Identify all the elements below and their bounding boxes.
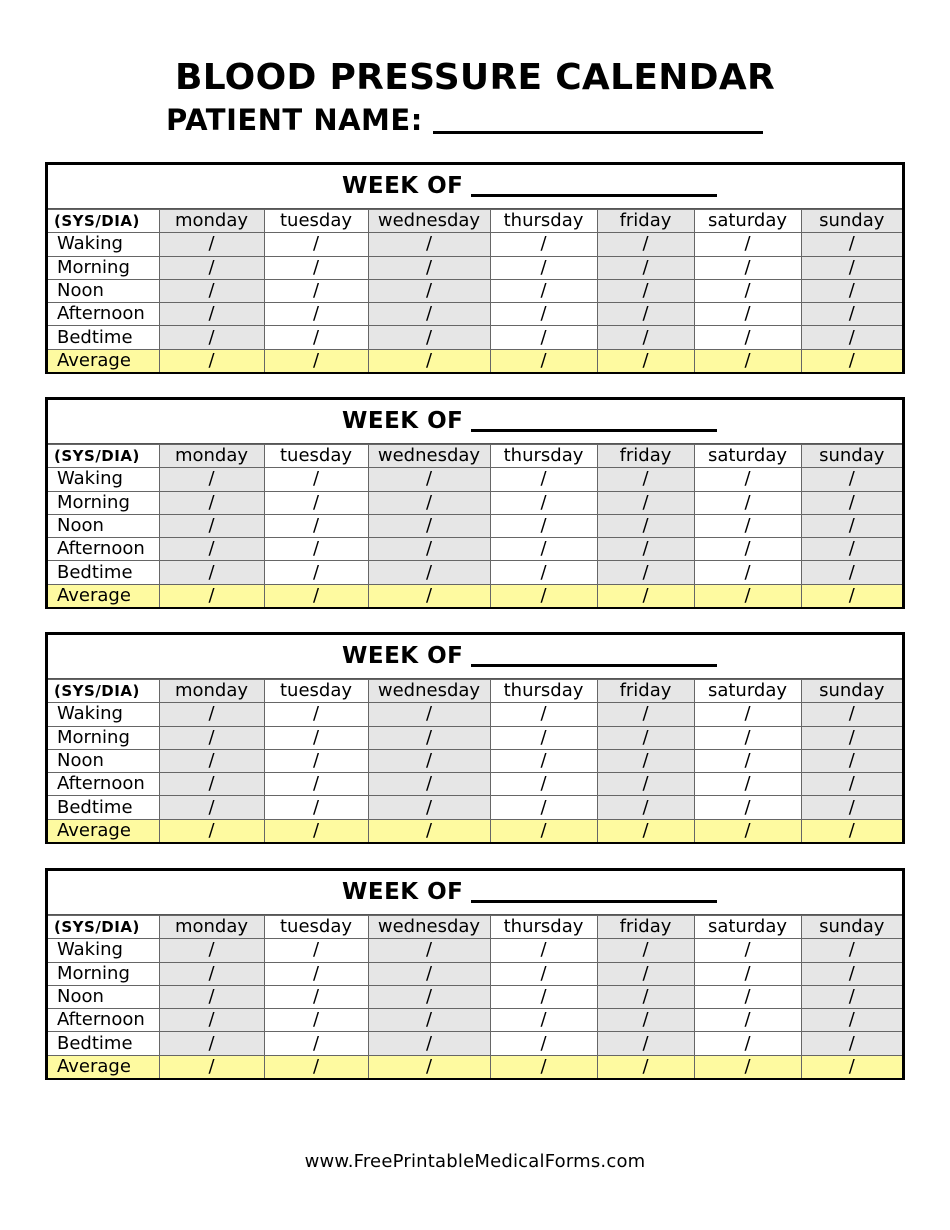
reading-cell-average-sunday[interactable]: / [801,349,902,372]
patient-name-field[interactable] [433,101,763,134]
week-of-field[interactable] [471,172,717,197]
reading-cell-morning-saturday[interactable]: / [694,491,801,514]
week-header [48,165,902,209]
day-header-thursday: thursday [490,680,597,703]
reading-cell-afternoon-saturday[interactable]: / [694,773,801,796]
reading-cell-average-saturday[interactable]: / [694,584,801,607]
row-label-bedtime: Bedtime [48,796,159,819]
sys-dia-header: (SYS/DIA) [48,210,159,233]
reading-row-afternoon [48,538,902,561]
reading-cell-afternoon-sunday[interactable]: / [801,303,902,326]
reading-cell-bedtime-thursday[interactable]: / [490,326,597,349]
reading-row-morning [48,491,902,514]
reading-cell-average-wednesday[interactable]: / [368,584,490,607]
reading-cell-morning-sunday[interactable]: / [801,962,902,985]
reading-cell-average-friday[interactable]: / [597,1055,694,1078]
day-header-row [48,680,902,703]
reading-cell-average-thursday[interactable]: / [490,349,597,372]
row-label-morning: Morning [48,491,159,514]
reading-row-afternoon [48,773,902,796]
sys-dia-header: (SYS/DIA) [48,916,159,939]
reading-cell-noon-saturday[interactable]: / [694,514,801,537]
day-header-saturday: saturday [694,916,801,939]
reading-cell-afternoon-sunday[interactable]: / [801,1009,902,1032]
day-header-thursday: thursday [490,210,597,233]
reading-cell-bedtime-saturday[interactable]: / [694,326,801,349]
reading-cell-afternoon-monday[interactable]: / [159,773,264,796]
row-label-noon: Noon [48,749,159,772]
reading-cell-noon-tuesday[interactable]: / [264,749,368,772]
reading-cell-average-monday[interactable]: / [159,584,264,607]
row-label-afternoon: Afternoon [48,538,159,561]
reading-cell-waking-tuesday[interactable]: / [264,468,368,491]
reading-cell-average-tuesday[interactable]: / [264,1055,368,1078]
row-label-morning: Morning [48,726,159,749]
reading-cell-waking-saturday[interactable]: / [694,703,801,726]
day-header-sunday: sunday [801,680,902,703]
reading-cell-noon-monday[interactable]: / [159,279,264,302]
reading-row-average [48,819,902,842]
row-label-average: Average [48,1055,159,1078]
day-header-tuesday: tuesday [264,916,368,939]
reading-cell-morning-sunday[interactable]: / [801,256,902,279]
reading-cell-noon-thursday[interactable]: / [490,279,597,302]
reading-row-afternoon [48,303,902,326]
reading-cell-afternoon-wednesday[interactable]: / [368,773,490,796]
footer-url: www.FreePrintableMedicalForms.com [304,1151,646,1172]
reading-cell-morning-tuesday[interactable]: / [264,491,368,514]
reading-cell-waking-monday[interactable]: / [159,233,264,256]
reading-cell-bedtime-wednesday[interactable]: / [368,561,490,584]
row-label-noon: Noon [48,514,159,537]
reading-cell-noon-wednesday[interactable]: / [368,985,490,1008]
row-label-bedtime: Bedtime [48,326,159,349]
reading-cell-afternoon-wednesday[interactable]: / [368,303,490,326]
readings-grid [48,679,902,842]
reading-cell-bedtime-friday[interactable]: / [597,796,694,819]
day-header-friday: friday [597,916,694,939]
day-header-sunday: sunday [801,445,902,468]
reading-cell-morning-saturday[interactable]: / [694,962,801,985]
reading-cell-waking-tuesday[interactable]: / [264,703,368,726]
reading-cell-waking-thursday[interactable]: / [490,939,597,962]
day-header-monday: monday [159,680,264,703]
reading-cell-waking-friday[interactable]: / [597,939,694,962]
reading-cell-bedtime-monday[interactable]: / [159,1032,264,1055]
reading-cell-noon-saturday[interactable]: / [694,985,801,1008]
reading-row-waking [48,939,902,962]
reading-cell-average-friday[interactable]: / [597,819,694,842]
reading-cell-afternoon-wednesday[interactable]: / [368,1009,490,1032]
reading-cell-morning-monday[interactable]: / [159,726,264,749]
reading-cell-waking-wednesday[interactable]: / [368,468,490,491]
reading-cell-average-tuesday[interactable]: / [264,584,368,607]
reading-cell-waking-sunday[interactable]: / [801,468,902,491]
reading-cell-average-friday[interactable]: / [597,584,694,607]
day-header-thursday: thursday [490,916,597,939]
reading-row-bedtime [48,796,902,819]
week-table [45,632,905,844]
reading-row-morning [48,256,902,279]
reading-cell-noon-friday[interactable]: / [597,514,694,537]
reading-cell-average-monday[interactable]: / [159,349,264,372]
day-header-saturday: saturday [694,445,801,468]
page-title: BLOOD PRESSURE CALENDAR [174,57,776,98]
reading-row-waking [48,703,902,726]
reading-cell-bedtime-thursday[interactable]: / [490,1032,597,1055]
row-label-bedtime: Bedtime [48,561,159,584]
reading-cell-afternoon-thursday[interactable]: / [490,303,597,326]
week-of-label: WEEK OF [342,173,464,199]
reading-cell-noon-sunday[interactable]: / [801,514,902,537]
reading-cell-bedtime-saturday[interactable]: / [694,561,801,584]
reading-cell-bedtime-saturday[interactable]: / [694,796,801,819]
reading-row-waking [48,468,902,491]
row-label-average: Average [48,584,159,607]
reading-cell-morning-monday[interactable]: / [159,256,264,279]
reading-row-bedtime [48,561,902,584]
reading-cell-average-monday[interactable]: / [159,819,264,842]
reading-row-afternoon [48,1009,902,1032]
reading-cell-noon-wednesday[interactable]: / [368,279,490,302]
week-header [48,871,902,915]
week-of-label: WEEK OF [342,408,464,434]
reading-cell-morning-thursday[interactable]: / [490,256,597,279]
reading-cell-waking-tuesday[interactable]: / [264,939,368,962]
day-header-saturday: saturday [694,680,801,703]
reading-cell-bedtime-monday[interactable]: / [159,326,264,349]
reading-cell-bedtime-thursday[interactable]: / [490,561,597,584]
reading-cell-afternoon-thursday[interactable]: / [490,1009,597,1032]
day-header-tuesday: tuesday [264,445,368,468]
reading-row-noon [48,985,902,1008]
reading-cell-noon-thursday[interactable]: / [490,985,597,1008]
day-header-tuesday: tuesday [264,680,368,703]
reading-cell-average-monday[interactable]: / [159,1055,264,1078]
row-label-waking: Waking [48,468,159,491]
reading-cell-afternoon-thursday[interactable]: / [490,538,597,561]
reading-cell-noon-saturday[interactable]: / [694,279,801,302]
day-header-friday: friday [597,680,694,703]
week-table [45,868,905,1080]
reading-cell-morning-saturday[interactable]: / [694,726,801,749]
week-header [48,635,902,679]
reading-cell-average-saturday[interactable]: / [694,349,801,372]
row-label-noon: Noon [48,985,159,1008]
reading-cell-afternoon-thursday[interactable]: / [490,773,597,796]
week-table [45,397,905,609]
reading-cell-average-wednesday[interactable]: / [368,1055,490,1078]
reading-cell-afternoon-wednesday[interactable]: / [368,538,490,561]
row-label-waking: Waking [48,939,159,962]
reading-cell-average-sunday[interactable]: / [801,819,902,842]
reading-cell-waking-friday[interactable]: / [597,233,694,256]
readings-grid [48,209,902,372]
reading-cell-waking-wednesday[interactable]: / [368,939,490,962]
day-header-sunday: sunday [801,210,902,233]
reading-row-bedtime [48,326,902,349]
reading-cell-waking-saturday[interactable]: / [694,233,801,256]
week-of-line [342,877,717,907]
reading-cell-morning-friday[interactable]: / [597,491,694,514]
reading-row-morning [48,726,902,749]
reading-row-bedtime [48,1032,902,1055]
reading-cell-bedtime-wednesday[interactable]: / [368,326,490,349]
row-label-morning: Morning [48,256,159,279]
row-label-morning: Morning [48,962,159,985]
day-header-friday: friday [597,445,694,468]
reading-cell-noon-tuesday[interactable]: / [264,985,368,1008]
week-of-field[interactable] [471,878,717,903]
row-label-average: Average [48,349,159,372]
reading-cell-bedtime-tuesday[interactable]: / [264,796,368,819]
reading-cell-morning-wednesday[interactable]: / [368,256,490,279]
reading-cell-waking-monday[interactable]: / [159,468,264,491]
reading-cell-bedtime-friday[interactable]: / [597,1032,694,1055]
reading-cell-morning-tuesday[interactable]: / [264,962,368,985]
reading-cell-bedtime-tuesday[interactable]: / [264,326,368,349]
reading-cell-average-thursday[interactable]: / [490,1055,597,1078]
week-of-field[interactable] [471,407,717,432]
reading-row-average [48,584,902,607]
reading-cell-average-thursday[interactable]: / [490,584,597,607]
row-label-average: Average [48,819,159,842]
patient-name-line [166,100,763,140]
day-header-row [48,210,902,233]
day-header-thursday: thursday [490,445,597,468]
day-header-tuesday: tuesday [264,210,368,233]
week-of-label: WEEK OF [342,879,464,905]
reading-cell-morning-monday[interactable]: / [159,962,264,985]
reading-cell-noon-monday[interactable]: / [159,514,264,537]
reading-cell-afternoon-tuesday[interactable]: / [264,538,368,561]
reading-cell-waking-thursday[interactable]: / [490,703,597,726]
reading-cell-average-saturday[interactable]: / [694,819,801,842]
day-header-friday: friday [597,210,694,233]
day-header-sunday: sunday [801,916,902,939]
reading-cell-noon-wednesday[interactable]: / [368,514,490,537]
reading-cell-morning-friday[interactable]: / [597,962,694,985]
reading-cell-waking-friday[interactable]: / [597,703,694,726]
week-of-line [342,406,717,436]
reading-cell-bedtime-sunday[interactable]: / [801,796,902,819]
reading-cell-morning-sunday[interactable]: / [801,491,902,514]
reading-cell-afternoon-sunday[interactable]: / [801,538,902,561]
reading-cell-noon-tuesday[interactable]: / [264,279,368,302]
reading-cell-noon-friday[interactable]: / [597,749,694,772]
reading-cell-bedtime-sunday[interactable]: / [801,561,902,584]
readings-grid [48,915,902,1078]
reading-cell-average-tuesday[interactable]: / [264,349,368,372]
reading-cell-waking-saturday[interactable]: / [694,939,801,962]
reading-row-noon [48,514,902,537]
reading-cell-waking-friday[interactable]: / [597,468,694,491]
reading-cell-morning-friday[interactable]: / [597,726,694,749]
readings-grid [48,444,902,607]
day-header-monday: monday [159,445,264,468]
reading-cell-waking-sunday[interactable]: / [801,939,902,962]
week-header [48,400,902,444]
day-header-wednesday: wednesday [368,680,490,703]
reading-cell-bedtime-monday[interactable]: / [159,561,264,584]
reading-cell-noon-thursday[interactable]: / [490,749,597,772]
week-table [45,162,905,374]
row-label-noon: Noon [48,279,159,302]
reading-cell-bedtime-wednesday[interactable]: / [368,1032,490,1055]
reading-cell-noon-friday[interactable]: / [597,279,694,302]
reading-row-average [48,1055,902,1078]
reading-cell-morning-thursday[interactable]: / [490,962,597,985]
reading-cell-waking-thursday[interactable]: / [490,233,597,256]
reading-cell-average-friday[interactable]: / [597,349,694,372]
day-header-row [48,445,902,468]
reading-cell-noon-monday[interactable]: / [159,749,264,772]
reading-cell-bedtime-thursday[interactable]: / [490,796,597,819]
sys-dia-header: (SYS/DIA) [48,445,159,468]
reading-cell-average-saturday[interactable]: / [694,1055,801,1078]
reading-cell-morning-thursday[interactable]: / [490,491,597,514]
reading-cell-bedtime-monday[interactable]: / [159,796,264,819]
sys-dia-header: (SYS/DIA) [48,680,159,703]
week-of-line [342,641,717,671]
reading-cell-morning-thursday[interactable]: / [490,726,597,749]
row-label-afternoon: Afternoon [48,1009,159,1032]
reading-cell-bedtime-friday[interactable]: / [597,561,694,584]
reading-cell-waking-wednesday[interactable]: / [368,703,490,726]
reading-cell-noon-wednesday[interactable]: / [368,749,490,772]
reading-cell-noon-monday[interactable]: / [159,985,264,1008]
reading-cell-morning-friday[interactable]: / [597,256,694,279]
reading-cell-afternoon-friday[interactable]: / [597,538,694,561]
reading-row-waking [48,233,902,256]
reading-cell-afternoon-monday[interactable]: / [159,1009,264,1032]
reading-cell-bedtime-sunday[interactable]: / [801,1032,902,1055]
day-header-monday: monday [159,210,264,233]
reading-cell-afternoon-monday[interactable]: / [159,538,264,561]
reading-cell-average-sunday[interactable]: / [801,1055,902,1078]
reading-cell-average-sunday[interactable]: / [801,584,902,607]
reading-cell-noon-sunday[interactable]: / [801,985,902,1008]
reading-cell-waking-saturday[interactable]: / [694,468,801,491]
reading-cell-bedtime-saturday[interactable]: / [694,1032,801,1055]
reading-cell-afternoon-saturday[interactable]: / [694,303,801,326]
reading-cell-afternoon-sunday[interactable]: / [801,773,902,796]
reading-cell-afternoon-friday[interactable]: / [597,773,694,796]
reading-cell-noon-tuesday[interactable]: / [264,514,368,537]
reading-cell-bedtime-tuesday[interactable]: / [264,561,368,584]
day-header-wednesday: wednesday [368,210,490,233]
row-label-waking: Waking [48,703,159,726]
row-label-afternoon: Afternoon [48,773,159,796]
reading-cell-morning-monday[interactable]: / [159,491,264,514]
week-of-label: WEEK OF [342,643,464,669]
reading-cell-waking-monday[interactable]: / [159,939,264,962]
reading-cell-average-wednesday[interactable]: / [368,819,490,842]
reading-cell-waking-thursday[interactable]: / [490,468,597,491]
reading-cell-waking-sunday[interactable]: / [801,703,902,726]
reading-cell-bedtime-tuesday[interactable]: / [264,1032,368,1055]
row-label-waking: Waking [48,233,159,256]
reading-cell-noon-friday[interactable]: / [597,985,694,1008]
reading-cell-average-thursday[interactable]: / [490,819,597,842]
reading-row-morning [48,962,902,985]
day-header-saturday: saturday [694,210,801,233]
day-header-wednesday: wednesday [368,445,490,468]
day-header-monday: monday [159,916,264,939]
reading-cell-morning-sunday[interactable]: / [801,726,902,749]
reading-cell-noon-sunday[interactable]: / [801,749,902,772]
reading-cell-waking-wednesday[interactable]: / [368,233,490,256]
reading-row-noon [48,279,902,302]
reading-cell-morning-saturday[interactable]: / [694,256,801,279]
reading-cell-average-wednesday[interactable]: / [368,349,490,372]
reading-cell-noon-saturday[interactable]: / [694,749,801,772]
reading-cell-afternoon-tuesday[interactable]: / [264,773,368,796]
reading-cell-afternoon-friday[interactable]: / [597,303,694,326]
reading-cell-afternoon-tuesday[interactable]: / [264,303,368,326]
reading-cell-afternoon-friday[interactable]: / [597,1009,694,1032]
reading-cell-morning-wednesday[interactable]: / [368,962,490,985]
reading-cell-average-tuesday[interactable]: / [264,819,368,842]
reading-cell-bedtime-sunday[interactable]: / [801,326,902,349]
row-label-afternoon: Afternoon [48,303,159,326]
reading-row-noon [48,749,902,772]
reading-cell-morning-tuesday[interactable]: / [264,256,368,279]
row-label-bedtime: Bedtime [48,1032,159,1055]
reading-cell-morning-wednesday[interactable]: / [368,491,490,514]
reading-cell-afternoon-tuesday[interactable]: / [264,1009,368,1032]
patient-name-label: PATIENT NAME: [166,103,423,137]
reading-cell-morning-wednesday[interactable]: / [368,726,490,749]
reading-cell-noon-thursday[interactable]: / [490,514,597,537]
day-header-row [48,916,902,939]
reading-cell-afternoon-saturday[interactable]: / [694,538,801,561]
reading-cell-waking-sunday[interactable]: / [801,233,902,256]
week-of-field[interactable] [471,642,717,667]
reading-row-average [48,349,902,372]
reading-cell-noon-sunday[interactable]: / [801,279,902,302]
reading-cell-afternoon-saturday[interactable]: / [694,1009,801,1032]
reading-cell-afternoon-monday[interactable]: / [159,303,264,326]
reading-cell-waking-monday[interactable]: / [159,703,264,726]
reading-cell-waking-tuesday[interactable]: / [264,233,368,256]
week-of-line [342,171,717,201]
reading-cell-bedtime-wednesday[interactable]: / [368,796,490,819]
day-header-wednesday: wednesday [368,916,490,939]
reading-cell-bedtime-friday[interactable]: / [597,326,694,349]
reading-cell-morning-tuesday[interactable]: / [264,726,368,749]
